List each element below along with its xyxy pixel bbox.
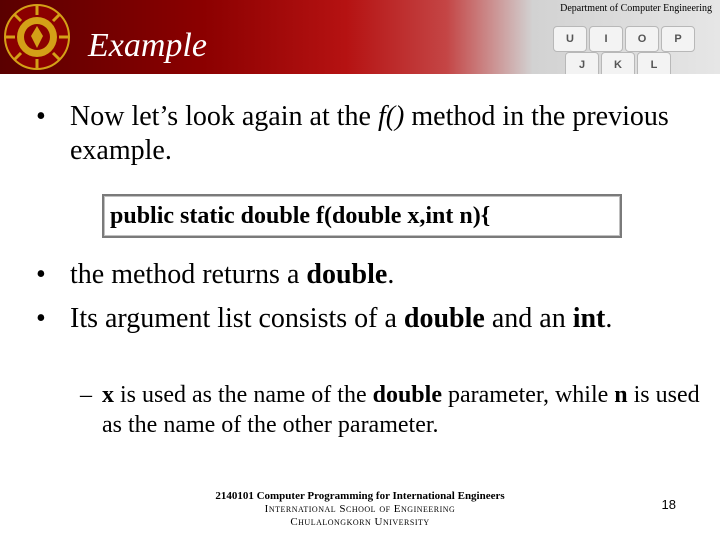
bullet-text-part: Now let’s look again at the [70, 101, 378, 132]
bullet-text-part: and an [484, 303, 573, 334]
bullet-item [36, 258, 676, 292]
bullet-text-part: method in the previous example. [70, 101, 669, 166]
keyboard-key: J [565, 52, 599, 74]
type-keyword: int [572, 303, 606, 334]
variable-name: n [614, 382, 628, 408]
page-number: 18 [661, 497, 676, 512]
header-banner [0, 0, 720, 74]
sub-bullet-text-part: is used as the name of the other parameter. [102, 382, 700, 438]
sub-bullet-text [102, 380, 700, 440]
footer [180, 490, 540, 529]
sub-bullet-text-part: parameter, while [441, 382, 615, 408]
sub-bullet-item [80, 380, 700, 440]
bullet-text-part: . [605, 303, 613, 334]
dash-icon: – [80, 382, 92, 408]
keyboard-key: K [601, 52, 635, 74]
bullet-item [36, 100, 676, 168]
bullet-icon: • [36, 101, 46, 132]
keyboard-key: L [637, 52, 671, 74]
keyboard-key: O [625, 26, 659, 52]
keyboard-key: U [553, 26, 587, 52]
type-keyword: double [306, 259, 388, 290]
bullet-text-part: Its argument list consists of a [70, 303, 404, 334]
slide-title: Example [88, 27, 207, 64]
department-label: Department of Computer Engineering [560, 3, 712, 14]
bullet-text [70, 100, 676, 168]
bullet-item [36, 302, 676, 336]
type-keyword: double [372, 382, 442, 408]
code-snippet: public static double f(double x,int n){ [110, 203, 491, 229]
bullet-text-part: . [387, 259, 395, 290]
university-seal-icon [2, 2, 72, 72]
type-keyword: double [403, 303, 485, 334]
keyboard-image [505, 14, 720, 74]
keyboard-key: I [589, 26, 623, 52]
university-label: Chulalongkorn University [290, 516, 430, 528]
bullet-icon: • [36, 259, 46, 290]
course-label: 2140101 Computer Programming for International Engineers [215, 490, 505, 502]
bullet-text [70, 302, 676, 336]
bullet-icon: • [36, 303, 46, 334]
keyboard-key: P [661, 26, 695, 52]
bullet-text [70, 258, 676, 292]
school-label: International School of Engineering [264, 503, 456, 515]
bullet-text-part: the method returns a [70, 259, 307, 290]
sub-bullet-text-part: is used as the name of the [114, 382, 373, 408]
variable-name: x [102, 382, 114, 408]
method-name: f() [377, 101, 405, 132]
